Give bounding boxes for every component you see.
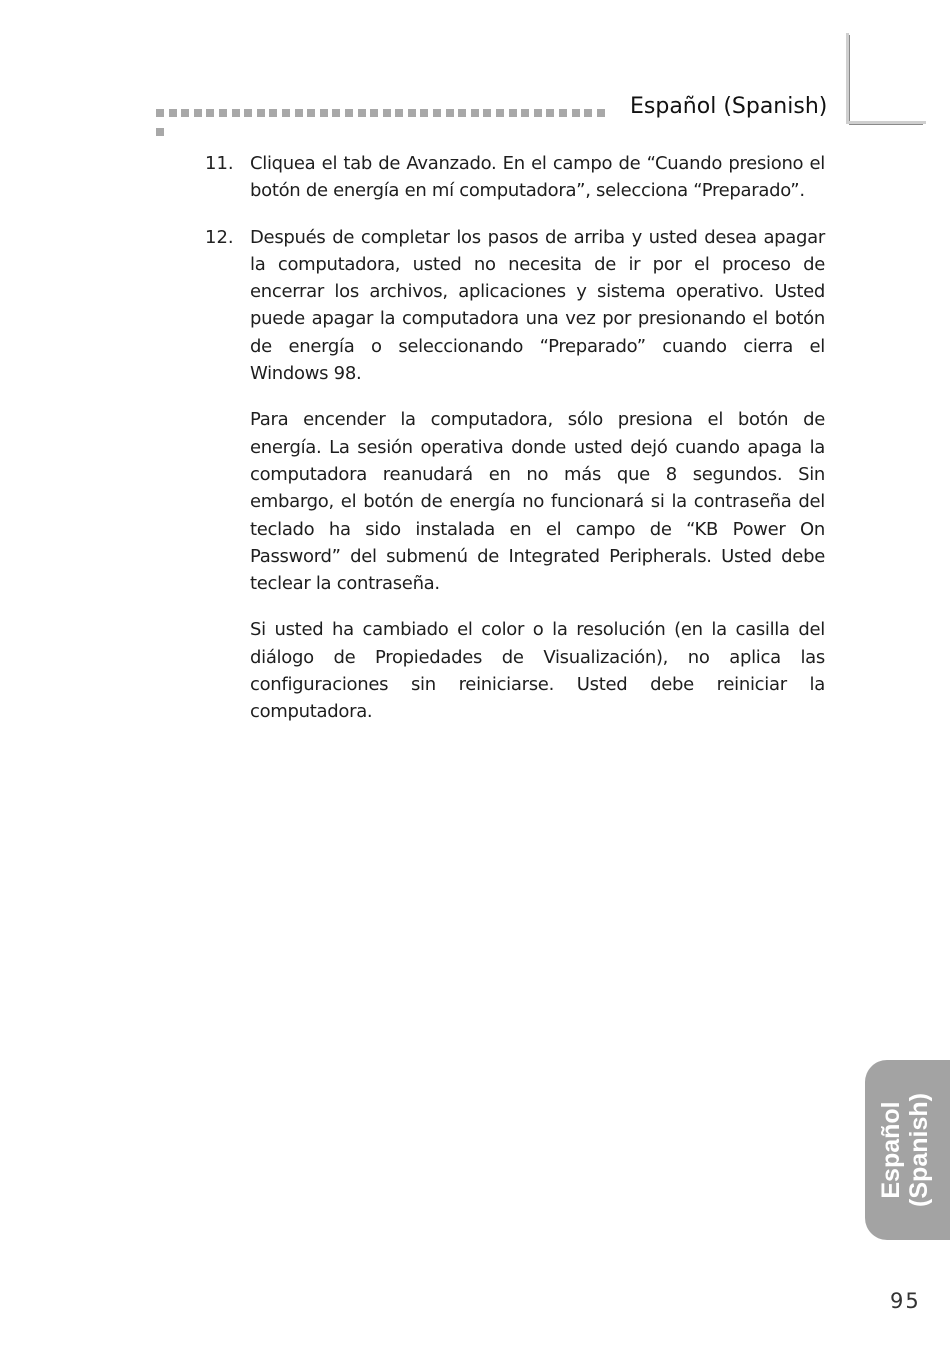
paragraph: Después de completar los pasos de arriba y usted desea apagar la computadora, usted no necesita de ir por el proceso de encerrar los archivos, aplicaciones y sistema operativo. Usted puede apagar la computadora una vez por presionando el botón de energía o seleccionando “Preparado” cuando cierra el Windows 98. bbox=[250, 226, 825, 385]
rule-dot bbox=[471, 109, 479, 117]
paragraph: Para encender la computadora, sólo presiona el botón de energía. La sesión operativa donde usted dejó cuando apaga la computadora reanudará en no más que 8 segundos. Sin embargo, el botón de energía no funcionará si la contraseña del teclado ha sido instalada en el campo de “KB Power On Password” del submenú de Integrated Peripherals. Usted debe teclear la contraseña. bbox=[250, 409, 825, 595]
page-number: 95 bbox=[890, 1289, 921, 1313]
rule-dot bbox=[244, 109, 252, 117]
corner-mark-horizontal-shadow bbox=[849, 124, 923, 125]
corner-mark-vertical-shadow bbox=[849, 35, 850, 125]
rule-dot bbox=[282, 109, 290, 117]
rule-dot bbox=[181, 109, 189, 117]
rule-dot bbox=[559, 109, 567, 117]
rule-dot bbox=[219, 109, 227, 117]
rule-dot bbox=[446, 109, 454, 117]
rule-dot bbox=[370, 109, 378, 117]
side-tab-line-2: (Spanish) bbox=[905, 1093, 933, 1207]
list-item bbox=[205, 150, 825, 205]
rule-dot bbox=[584, 109, 592, 117]
rule-dot bbox=[395, 109, 403, 117]
rule-dot bbox=[269, 109, 277, 117]
header-dotted-rule bbox=[156, 109, 618, 119]
rule-dot bbox=[458, 109, 466, 117]
rule-dot bbox=[483, 109, 491, 117]
rule-dot bbox=[572, 109, 580, 117]
side-tab-line-1: Español bbox=[877, 1101, 905, 1199]
paragraph: Cliquea el tab de Avanzado. En el campo de “Cuando presiono el botón de energía en mí computadora”, selecciona “Preparado”. bbox=[250, 153, 825, 202]
instruction-list bbox=[205, 150, 825, 745]
rule-dot bbox=[358, 109, 366, 117]
rule-dot bbox=[521, 109, 529, 117]
rule-dot bbox=[206, 109, 214, 117]
rule-dot bbox=[169, 109, 177, 117]
paragraph: Si usted ha cambiado el color o la resolución (en la casilla del diálogo de Propiedades de Visualización), no aplica las configuraciones sin reiniciarse. Usted debe reiniciar la computadora. bbox=[250, 619, 825, 723]
rule-dot bbox=[420, 109, 428, 117]
rule-dot bbox=[383, 109, 391, 117]
rule-dot bbox=[295, 109, 303, 117]
rule-dot bbox=[345, 109, 353, 117]
page-header-title: Español (Spanish) bbox=[630, 94, 828, 119]
rule-dot bbox=[597, 109, 605, 117]
list-item-number: 11. bbox=[205, 153, 234, 174]
rule-dot bbox=[546, 109, 554, 117]
rule-dot bbox=[257, 109, 265, 117]
rule-dot bbox=[156, 109, 164, 117]
list-item-number: 12. bbox=[205, 226, 234, 248]
rule-dot bbox=[534, 109, 542, 117]
rule-dot bbox=[232, 109, 240, 117]
language-side-tab-label bbox=[877, 1093, 933, 1207]
rule-dot bbox=[156, 128, 164, 136]
rule-dot bbox=[433, 109, 441, 117]
list-item bbox=[205, 224, 825, 726]
rule-dot bbox=[332, 109, 340, 117]
rule-dot bbox=[194, 109, 202, 117]
rule-dot bbox=[408, 109, 416, 117]
rule-dot bbox=[496, 109, 504, 117]
rule-dot bbox=[509, 109, 517, 117]
rule-dot bbox=[307, 109, 315, 117]
rule-dot bbox=[320, 109, 328, 117]
